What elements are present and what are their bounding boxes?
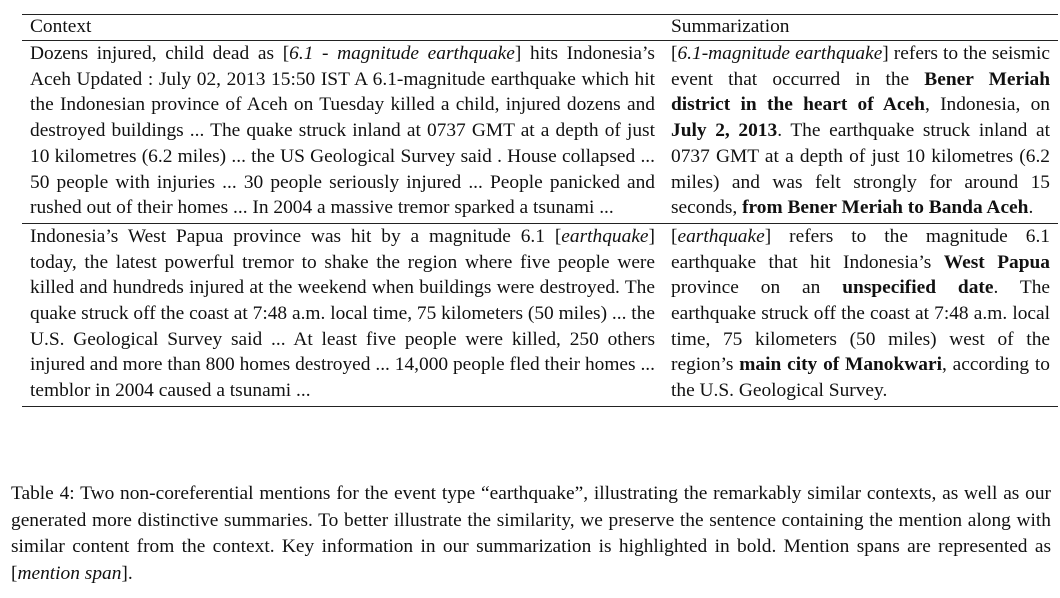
- text-run: , Indonesia, on: [924, 94, 1050, 116]
- text-run: [: [282, 43, 290, 64]
- text-run: , according to the U.S. Geological Survey.: [671, 354, 1050, 402]
- bold-text: from Bener Meriah to Banda Aceh: [742, 197, 1029, 219]
- text-run: ] today, the latest powerful tremor to shake the region where five people were killed and hundreds injured at the weekend when buildings were destroyed. The quake struck off the coast at 7:48 a.m. local time, 75 kilometers (50 miles) ... the U.S. Geological Survey said ... At least five people were killed, 250 others injured and more than 800 homes destroyed ... 14,000 people fled their homes ... temblor in 2004 caused a tsunami ...: [30, 225, 655, 402]
- table-caption: [11, 481, 1051, 587]
- header-summarization: Summarization: [671, 16, 790, 37]
- summary-cell: [663, 41, 1058, 224]
- bold-text: Bener Meriah district in the heart of Aceh: [671, 68, 1050, 116]
- text-run: Table 4: Two non-coreferential mentions for the event type “earthquake”, illustrating the remarkably similar contexts, as well as our generated more distinctive summaries. To better illustrate the similarity, we preserve the sentence containing the mention along with similar content from the context. Key information in our summarization is highlighted in bold. Mention spans are represented as [: [11, 483, 1051, 584]
- mention-span: mention span: [17, 562, 122, 584]
- text-run: ] hits Indonesia’s Aceh Updated : July 02, 2013 15:50 IST A 6.1-magnitude earthquake which hit the Indonesian province of Aceh on Tuesday killed a child, injured dozens and destroyed buildings ... The quake struck inland at 0737 GMT at a depth of just 10 kilometres (6.2 miles) ... the US Geological Survey said . House collapsed ... 50 people with injuries ... 30 people seriously injured ... People panicked and rushed out of their homes ... In 2004 a massive tremor sparked a tsunami ...: [30, 43, 655, 219]
- header-context: Context: [30, 16, 92, 37]
- context-cell: [22, 41, 663, 224]
- context-cell: [22, 223, 663, 406]
- mention-span: earthquake: [677, 225, 765, 247]
- text-run: .: [1028, 197, 1034, 219]
- text-run: . The earthquake struck off the coast at 7:48 a.m. local time, 75 kilometers (50 miles) west of the region’s: [671, 277, 1051, 376]
- text-run: ] refers to the seismic event that occurred in the: [671, 43, 1050, 90]
- results-table: [22, 14, 1058, 407]
- text-run: ] refers to the magnitude 6.1 earthquake that hit Indonesia’s: [671, 225, 1050, 273]
- text-run: province on an: [671, 277, 843, 299]
- bold-text: main city of Manokwari: [739, 354, 942, 376]
- bold-text: July 2, 2013: [671, 120, 778, 142]
- summary-cell: [663, 223, 1058, 406]
- bold-text: West Papua: [943, 251, 1050, 273]
- mention-span: 6.1-magnitude earthquake: [677, 43, 883, 64]
- text-run: . The earthquake struck inland at 0737 GMT at a depth of just 10 kilometres (6.2 miles) and was felt strongly for around 15 seconds,: [671, 120, 1050, 219]
- text-run: [: [671, 43, 678, 64]
- text-run: Indonesia’s West Papua province was hit by a magnitude 6.1 [: [30, 225, 562, 247]
- mention-span: 6.1 - magnitude earthquake: [289, 43, 515, 64]
- text-run: [: [671, 225, 678, 247]
- mention-span: earthquake: [561, 225, 649, 247]
- text-run: ].: [121, 562, 133, 584]
- table-header-row: [22, 15, 1058, 41]
- table-row: [22, 41, 1058, 224]
- bold-text: unspecified date: [842, 277, 994, 299]
- table-row: [22, 223, 1058, 406]
- text-run: Dozens injured, child dead as: [30, 43, 283, 64]
